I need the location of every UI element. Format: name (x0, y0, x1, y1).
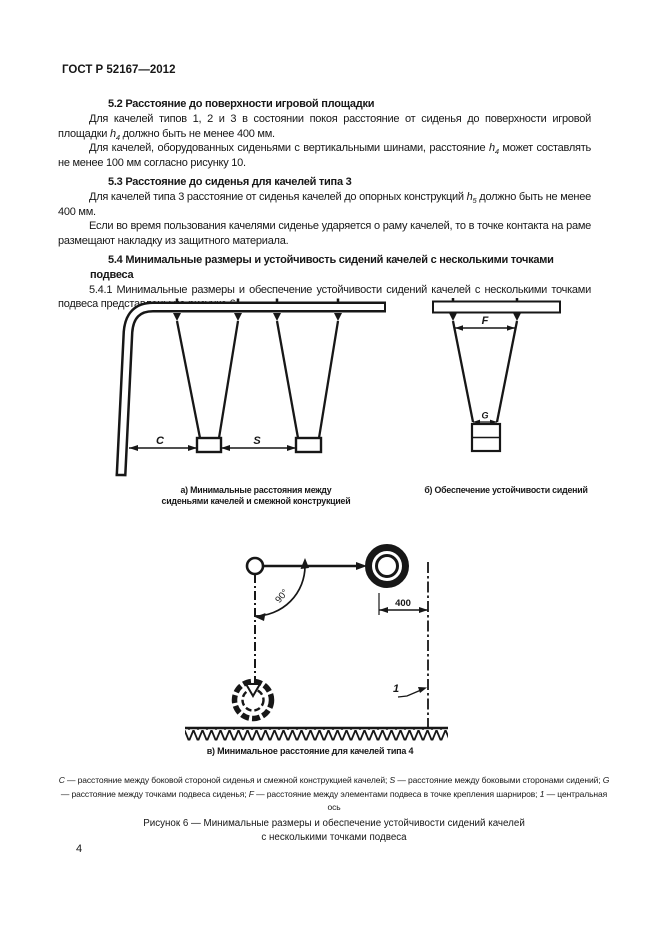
section-5-4-heading: 5.4 Минимальные размеры и устойчивость сидений качелей с несколькими точками подвеса (90, 253, 554, 281)
label-1: 1 (392, 683, 400, 695)
dimension-f (455, 315, 515, 331)
page-number: 4 (76, 843, 83, 855)
figure-6 (58, 297, 610, 877)
dimension-g (473, 411, 497, 425)
frame-tube-inner (121, 307, 385, 476)
caption-b: б) Обеспечение устойчивости сидений (424, 485, 588, 495)
section-5-2-heading: 5.2 Расстояние до поверхности игровой площадки (108, 98, 375, 110)
dimension-c (129, 435, 197, 451)
pivot-circle (247, 558, 263, 574)
ground (185, 728, 448, 741)
diagram-a-swing-frame (116, 299, 386, 477)
dimension-s (221, 435, 296, 451)
paragraph-5-4-1: 5.4.1 Минимальные размеры и обеспечение устойчивости сидений качелей с несколькими точками подвеса представлены на рисунке 6. (58, 283, 591, 311)
tire-raised (369, 548, 406, 585)
section-5-3-heading: 5.3 Расстояние до сиденья для качелей типа 3 (108, 175, 352, 188)
paragraph-5-2-a: Для качелей типов 1, 2 и 3 в состоянии покоя расстояние от сиденья до поверхности игровой площадки $h_4$ должно быть не менее 400 мм. (58, 112, 591, 142)
figure-caption (58, 817, 610, 845)
figure-caption-line2: с несколькими точками подвеса (261, 832, 407, 843)
swing-seat-2 (296, 438, 321, 452)
label-90-degrees: 90° (273, 587, 291, 606)
axis-callout-1 (393, 683, 427, 697)
paragraph-5-2-b: Для качелей, оборудованных сиденьями с вертикальными шинами, расстояние $h_4$ может составлять не менее 100 мм согласно рисунку 10. (58, 142, 592, 170)
paragraph-5-3-a: Для качелей типа 3 расстояние от сиденья качелей до опорных конструкций $h_5$ должно быть не менее 400 мм. (58, 190, 591, 218)
doc-number: ГОСТ Р 52167—2012 (62, 64, 176, 76)
caption-c: в) Минимальное расстояние для качелей типа 4 (206, 746, 414, 756)
label-c: C (156, 435, 164, 447)
caption-a-line2: сиденьями качелей и смежной конструкцией (161, 496, 351, 506)
swing-ropes-b (453, 321, 517, 422)
dimension-400 (379, 593, 428, 615)
caption-a-line1: а) Минимальные расстояния между (180, 485, 332, 495)
figure-legend: C — расстояние между боковой стороной сиденья и смежной конструкцией качелей; S — расстояние между боковыми сторонами сидений; G — расстояние между точками подвеса сиденья; F — расстояние между элементами подвеса в точке крепления шарниров; 1 — центральная ось (58, 775, 610, 812)
swing-ropes (177, 321, 338, 438)
diagram-a-and-b (58, 297, 610, 483)
diagram-c-type4-swing (180, 543, 470, 745)
beam (433, 302, 560, 313)
label-s: S (253, 435, 261, 447)
diagram-b-seat-stability (433, 298, 560, 451)
label-f: F (481, 315, 489, 327)
swing-seat-1 (197, 438, 221, 452)
frame-tube-outline (121, 307, 385, 476)
caption-a (153, 485, 359, 507)
label-400: 400 (395, 598, 411, 609)
figure-caption-line1: Рисунок 6 — Минимальные размеры и обеспечение устойчивости сидений качелей (143, 818, 525, 829)
label-g: G (481, 410, 489, 421)
tire-rest (235, 682, 272, 719)
paragraph-5-3-b: Если во время пользования качелями сиденье ударяется о раму качелей, то в точке контакта на раме размещают накладку из защитного материала. (58, 220, 591, 248)
body-text (58, 93, 591, 312)
seat-b (472, 424, 500, 451)
